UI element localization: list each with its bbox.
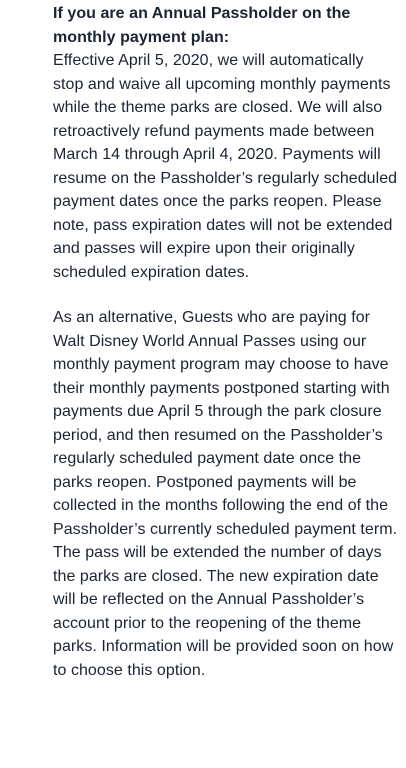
article-body [53,2,398,682]
paragraph-payment-plan [53,2,398,284]
section-heading: If you are an Annual Passholder on the monthly payment plan: [53,5,351,46]
paragraph-alternative [53,306,398,682]
alternative-text: As an alternative, Guests who are paying for Walt Disney World Annual Passes using our monthly payment program may choose to have their monthly payments postponed starting with payments due April 5 through the park closure period, and then resumed on the Passholder’s regularly scheduled payment date once the parks reopen. Postponed payments will be collected in the months following the end of the Passholder’s currently scheduled payment term. The pass will be extended the number of days the parks are closed. The new expiration date will be reflected on the Annual Passholder’s account prior to the reopening of the theme parks. Information will be provided soon on how to choose this option. [53,309,398,679]
payment-plan-text: Effective April 5, 2020, we will automatically stop and waive all upcoming monthly payments while the theme parks are closed. We will also retroactively refund payments made between March 14 through April 4, 2020. Payments will resume on the Passholder’s regularly scheduled payment dates once the parks reopen. Please note, pass expiration dates will not be extended and passes will expire upon their originally scheduled expiration dates. [53,52,398,281]
